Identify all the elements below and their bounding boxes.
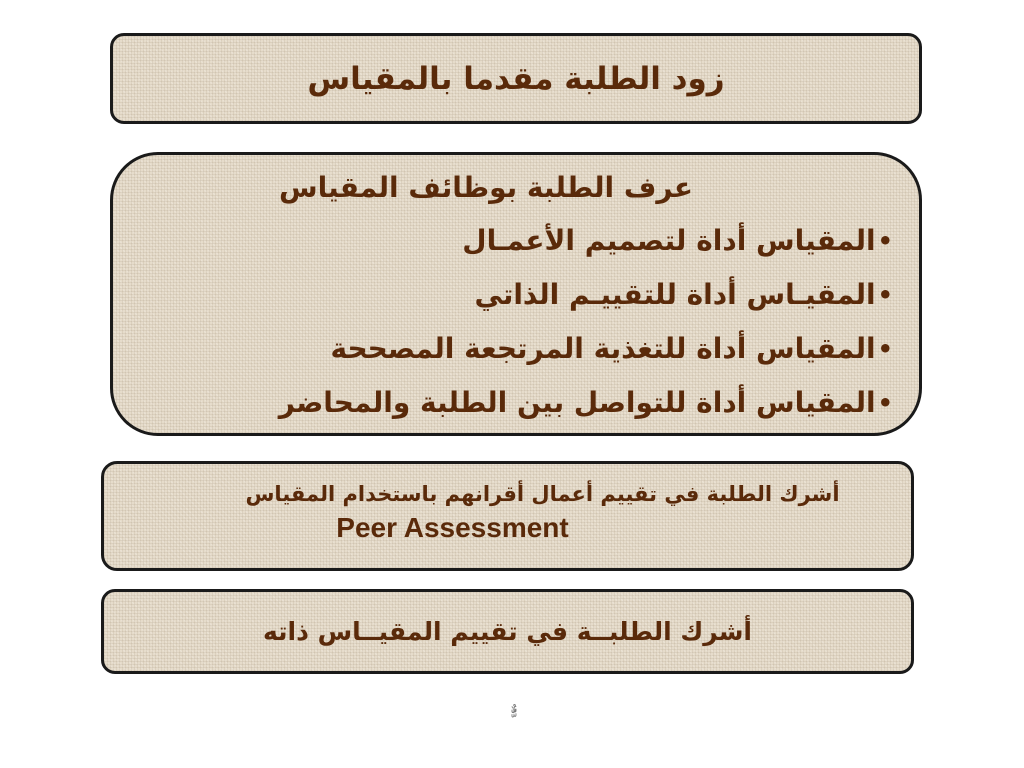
list-item-text: المقياس أداة لتصميم الأعمـال (462, 224, 876, 257)
bullet-icon: • (877, 227, 893, 255)
functions-heading: عرف الطلبة بوظائف المقياس (279, 171, 693, 204)
list-item (139, 268, 893, 322)
list-item (139, 322, 893, 376)
title-box (110, 33, 922, 124)
self-assessment-box (101, 589, 914, 674)
functions-list (139, 214, 893, 430)
bullet-icon: • (877, 389, 893, 417)
peer-assessment-arabic: أشرك الطلبة في تقييم أعمال أقرانهم باستخدام المقياس (245, 482, 840, 506)
bullet-icon: • (877, 335, 893, 363)
peer-assessment-english: Peer Assessment (336, 512, 569, 543)
footer-mark: ٌّ ٌّ (511, 712, 517, 731)
list-item (139, 376, 893, 430)
list-item (139, 214, 893, 268)
list-item-text: المقياس أداة للتغذية المرتجعة المصححة (330, 332, 876, 365)
self-assessment-text: أشرك الطلبــة في تقييم المقيــاس ذاته (263, 617, 753, 646)
slide-title: زود الطلبة مقدما بالمقياس (307, 60, 725, 97)
list-item-text: المقيـاس أداة للتقييـم الذاتي (474, 278, 876, 311)
list-item-text: المقياس أداة للتواصل بين الطلبة والمحاضر (278, 386, 876, 419)
bullet-icon: • (877, 281, 893, 309)
functions-box (110, 152, 922, 436)
peer-assessment-box (101, 461, 914, 571)
